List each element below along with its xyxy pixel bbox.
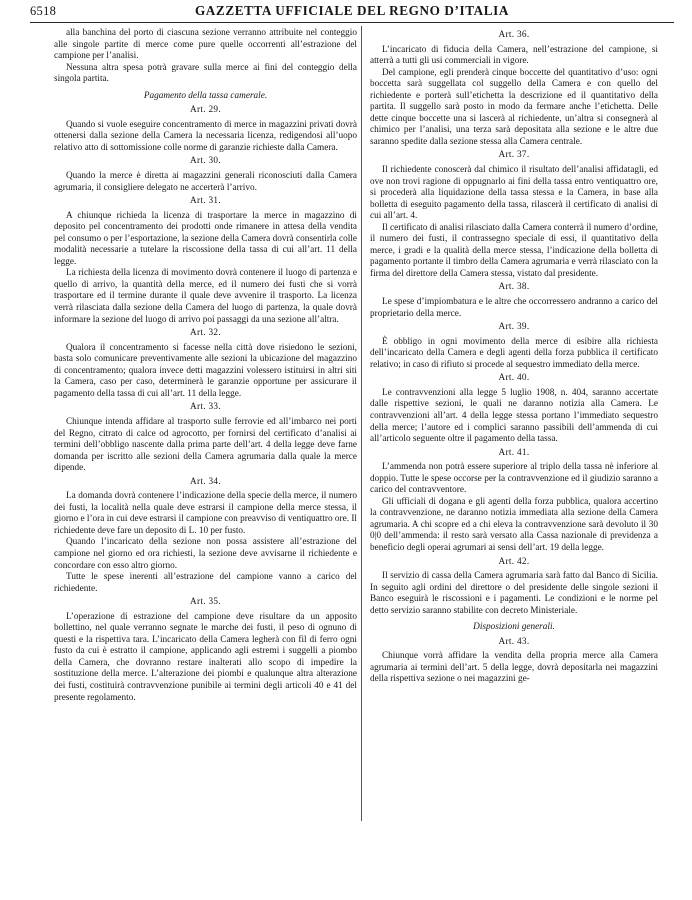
paragraph: L’incaricato di fiducia della Camera, nell’estrazione del campione, si atterrà a tutti gli usi commerciali in vigore. bbox=[370, 44, 658, 67]
paragraph: Quando la merce è diretta ai magazzini generali riconosciuti dalla Camera agrumaria, il consigliere delegato ne accerterà l’arrivo. bbox=[54, 171, 357, 193]
section-heading: Disposizioni generali. bbox=[473, 622, 555, 633]
paragraph: Del campione, egli prenderà cinque boccette del quantitativo d’uso: ogni boccetta sarà suggellata col suggello della Camera e con quello del richiedente e porterà sull’etichetta la descrizione ed il quantitativo della partita. Il suggello sarà posto in modo da fermare anche l’etichetta. Delle dette cinque boccette una si lascerà al richiedente, un’altra si consegnerà al chimico per l’analisi, una terza sarà depositata alla sezione e le altre due saranno spedite dalla sezione stessa alla Camera centrale. bbox=[370, 67, 658, 147]
article-number: Art. 33. bbox=[190, 402, 221, 413]
article-number: Art. 39. bbox=[498, 322, 530, 333]
header-rule bbox=[30, 22, 674, 23]
paragraph: La domanda dovrà contenere l’indicazione della specie della merce, il numero dei fusti, la località nella quale deve estrarsi il campione della merce stessa, il giorno e l’ora in cui deve estrarsi il campione con preavviso di ventiquattro ore. Il richiedente deve fare un deposito di L. 10 per fusto. bbox=[54, 491, 357, 536]
paragraph: Quando si vuole eseguire concentramento di merce in magazzini privati dovrà ottenersi dalla sezione della Camera la necessaria licenza, redigendosi all’uopo relativo atto di sottomissione colle norme di garanzie richieste dalla Camera. bbox=[54, 119, 357, 153]
paragraph: Gli ufficiali di dogana e gli agenti della forza pubblica, qualora accertino la contravvenzione, ne daranno notizia immediata alla sezione della Camera agrumaria. A chi scopre ed a chi eleva la contravvenzione sarà devoluto il 30 0|0 dell’ammenda: il resto sarà versato alla Cassa nazionale di previdenza a beneficio degli operai agrumari ai sensi dell’art. 19 della legge. bbox=[370, 496, 658, 553]
article-number: Art. 34. bbox=[190, 476, 221, 487]
article-number: Art. 29. bbox=[190, 105, 221, 116]
paragraph: L’ammenda non potrà essere superiore al triplo della tassa nè inferiore al doppio. Tutte le spese occorse per la contravvenzione ed il giudizio saranno a carico del contravventore. bbox=[370, 462, 658, 496]
column-divider bbox=[361, 26, 362, 821]
paragraph: La richiesta della licenza di movimento dovrà contenere il luogo di partenza e quello di arrivo, la quantità della merce, ed il numero dei fusti che si vorrà trasportare ed il termine durante il quale deve avvenire il trasporto. La licenza verrà rilasciata dalla sezione della Camera del luogo di partenza, la quale dovrà informare la sezione del luogo di arrivo poi passaggi da una sezione all’altra. bbox=[54, 268, 357, 325]
article-number: Art. 32. bbox=[190, 328, 221, 339]
paragraph: Il servizio di cassa della Camera agrumaria sarà fatto dal Banco di Sicilia. In seguito agli ordini del direttore o del presidente delle singole sezioni il Banco eseguirà le riscossioni e i pagamenti. Le condizioni e le norme pel detto servizio saranno stabilite con decreto Ministeriale. bbox=[370, 571, 658, 616]
paragraph: alla banchina del porto di ciascuna sezione verranno attribuite nel conteggio alle singole partite di merce come pure quelle occorrenti all’estrazione del campione per l’analisi. bbox=[54, 28, 357, 62]
article-number: Art. 41. bbox=[498, 447, 530, 458]
right-column bbox=[370, 28, 658, 686]
paragraph: Chiunque vorrà affidare la vendita della propria merce alla Camera agrumaria ai termini dell’art. 5 della legge, dovrà depositarla nei magazzini della rispettiva sezione o nei magazzini ge- bbox=[370, 651, 658, 685]
article-number: Art. 37. bbox=[498, 150, 530, 161]
paragraph: Tutte le spese inerenti all’estrazione del campione vanno a carico del richiedente. bbox=[54, 572, 357, 594]
left-column bbox=[54, 28, 357, 704]
paragraph: Qualora il concentramento si facesse nella città dove risiedono le sezioni, basta solo comunicare preventivamente alle sezioni la ubicazione del magazzino di concentramento; qualora invece detti magazzini volessero istituirsi in altri siti la Camera, caso per caso, determinerà le garanzie opportune per assicurare il pagamento della tassa di cui all’art. 11 della legge. bbox=[54, 342, 357, 399]
paragraph: È obbligo in ogni movimento della merce di esibire alla richiesta dell’incaricato della Camera e degli agenti della forza pubblica il certificato relativo; in caso di rifiuto si procede al sequestro immediato della merce. bbox=[370, 336, 658, 370]
page-header bbox=[30, 2, 674, 22]
article-number: Art. 36. bbox=[498, 30, 530, 40]
paragraph: Il richiedente conoscerà dal chimico il risultato dell’analisi affidatagli, ed ove non trovi ragione di oppugnarlo ai fini della tassa entro ventiquattro ore, si procederà alla liquidazione della tassa stessa e la Camera, in base alla bolletta di eseguito pagamento della tassa, rilascerà il certificato di analisi di cui all’art. 4. bbox=[370, 165, 658, 222]
article-number: Art. 38. bbox=[498, 282, 530, 293]
article-number: Art. 30. bbox=[190, 156, 221, 167]
paragraph: Il certificato di analisi rilasciato dalla Camera conterrà il numero d’ordine, il numero dei fusti, il contrassegno speciale di essi, il quantitativo della merce, i gradi e la qualità della merce stessa, l’indicazione della bolletta di pagamento portante il timbro della Camera agrumaria e verrà rilasciato con la firma del direttore della Camera stessa, vistato dal presidente. bbox=[370, 222, 658, 279]
journal-title: GAZZETTA UFFICIALE DEL REGNO D’ITALIA bbox=[194, 3, 510, 18]
paragraph: A chiunque richieda la licenza di trasportare la merce in magazzino di deposito pel concentramento dei prodotti onde rimanere in attesa della vendita pel consumo o per l’esportazione, la sezione della Camera dovrà consentirla colle modalità necessarie a tutelare la riscossione della tassa di cui all’art. 11 della legge. bbox=[54, 210, 357, 267]
article-number: Art. 43. bbox=[498, 636, 530, 647]
paragraph: Nessuna altra spesa potrà gravare sulla merce ai fini del conteggio della singola partita. bbox=[54, 62, 357, 85]
paragraph: L’operazione di estrazione del campione deve risultare da un apposito bollettino, nel quale verranno segnate le marche dei fusti, il peso di ognuno di questi e la rispettiva tara. L’incaricato della Camera legherà con fil di ferro ogni fusto da cui è estratto il campione, applicando agli estremi i suggelli a piombo della Camera, che dovranno restare inalterati allo scopo di impedire la sostituzione della merce. L’alterazione dei piombi e qualunque altra alterazione dei fusti, costituirà contravvenzione punibile ai termini degli articoli 40 e 41 del presente regolamento. bbox=[54, 611, 357, 703]
article-number: Art. 31. bbox=[190, 196, 221, 207]
article-number: Art. 35. bbox=[190, 597, 221, 608]
article-number: Art. 40. bbox=[498, 373, 530, 384]
paragraph: Le spese d’impiombatura e le altre che occorressero andranno a carico del proprietario della merce. bbox=[370, 297, 658, 319]
paragraph: Chiunque intenda affidare al trasporto sulle ferrovie ed all’imbarco nei porti del Regno, citrato di calce od agrocotto, per fornirsi del certificato d’analisi ai termini dell’obbligo nascente dalla prima parte dell’art. 4 della legge deve farne domanda per iscritto alle sezioni della Camera agrumaria dalla quale la merce dipende. bbox=[54, 416, 357, 474]
article-number: Art. 42. bbox=[498, 556, 530, 567]
paragraph: Le contravvenzioni alla legge 5 luglio 1908, n. 404, saranno accertate dalle rispettive sezioni, le quali ne daranno notizia alla Camera. Le contravvenzioni all’art. 4 della legge stessa portano l’immediato sequestro della merce; l’autore ed i complici saranno passibili dell’ammenda di cui all’articolo seguente oltre il pagamento della tassa. bbox=[370, 387, 658, 445]
page-number: 6518 bbox=[30, 4, 57, 18]
section-heading: Pagamento della tassa camerale. bbox=[143, 90, 268, 101]
paragraph: Quando l’incaricato della sezione non possa assistere all’estrazione del campione nel giorno ed ora richiesti, la sezione deve avvisarne il richiedente e concordare con esso altro giorno. bbox=[54, 537, 357, 571]
